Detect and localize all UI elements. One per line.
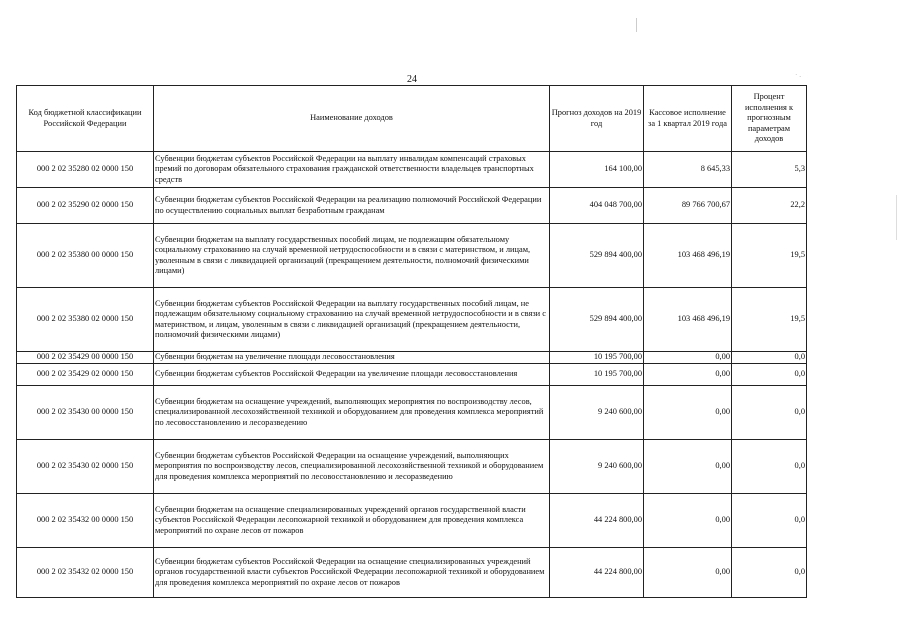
header-cash-execution: Кассовое исполнение за 1 квартал 2019 года — [644, 86, 732, 152]
row-name-cell: Субвенции бюджетам на оснащение учреждений, выполняющих мероприятия по воспроизводству лесов, специализированной лесохозяйственной техникой и оборудованием для проведения комплекса мероприятий по лесовосстановлению и лесоразведению — [154, 386, 550, 440]
row-name-cell: Субвенции бюджетам на выплату государственных пособий лицам, не подлежащим обязательному социальному страхованию на случай временной нетрудоспособности и в связи с материнством, и лицам, уволенным в связи с ликвидацией организаций (прекращением деятельности, полномочий физическими лицами) — [154, 224, 550, 288]
row-name-cell: Субвенции бюджетам субъектов Российской Федерации на увеличение площади лесовосстановления — [154, 364, 550, 386]
row-forecast-cell: 529 894 400,00 — [550, 288, 644, 352]
header-code: Код бюджетной классификации Российской Федерации — [17, 86, 154, 152]
row-percent-cell: 5,3 — [732, 152, 807, 188]
table-row — [17, 352, 807, 364]
row-code-cell: 000 2 02 35432 02 0000 150 — [17, 548, 154, 598]
row-cash-cell: 89 766 700,67 — [644, 188, 732, 224]
row-forecast-cell: 44 224 800,00 — [550, 548, 644, 598]
scan-mark: ˙ ᐧ — [795, 73, 801, 81]
row-forecast-cell: 404 048 700,00 — [550, 188, 644, 224]
row-code-cell: 000 2 02 35380 00 0000 150 — [17, 224, 154, 288]
page-number: 24 — [407, 74, 417, 85]
table-row — [17, 548, 807, 598]
table-row — [17, 494, 807, 548]
row-code-cell: 000 2 02 35429 00 0000 150 — [17, 352, 154, 364]
row-percent-cell: 0,0 — [732, 494, 807, 548]
row-cash-cell: 0,00 — [644, 494, 732, 548]
row-name-cell: Субвенции бюджетам субъектов Российской Федерации на выплату инвалидам компенсаций страховых премий по договорам обязательного страхования гражданской ответственности владельцев транспортных средств — [154, 152, 550, 188]
row-forecast-cell: 529 894 400,00 — [550, 224, 644, 288]
row-name-cell: Субвенции бюджетам на оснащение специализированных учреждений органов государственной власти субъектов Российской Федерации лесопожарной техникой и оборудованием для проведения комплекса мероприятий по охране лесов от пожаров — [154, 494, 550, 548]
table-row — [17, 440, 807, 494]
row-forecast-cell: 10 195 700,00 — [550, 364, 644, 386]
row-name-cell: Субвенции бюджетам субъектов Российской Федерации на оснащение специализированных учреждений органов государственной власти субъектов Российской Федерации лесопожарной техникой и оборудованием для проведения комплекса мероприятий по охране лесов от пожаров — [154, 548, 550, 598]
row-name-cell: Субвенции бюджетам на увеличение площади лесовосстановления — [154, 352, 550, 364]
scan-mark — [636, 18, 641, 32]
row-name-cell: Субвенции бюджетам субъектов Российской Федерации на выплату государственных пособий лицам, не подлежащим обязательному социальному страхованию на случай временной нетрудоспособности и в связи с материнством, и лицам, уволенным в связи с ликвидацией организаций (прекращением деятельности, полномочий физическими лицами) — [154, 288, 550, 352]
row-percent-cell: 0,0 — [732, 386, 807, 440]
row-forecast-cell: 10 195 700,00 — [550, 352, 644, 364]
table-row — [17, 188, 807, 224]
table-row — [17, 386, 807, 440]
row-percent-cell: 0,0 — [732, 440, 807, 494]
table-row — [17, 224, 807, 288]
row-percent-cell: 19,5 — [732, 224, 807, 288]
table-header-row — [17, 86, 807, 152]
header-name: Наименование доходов — [154, 86, 550, 152]
row-percent-cell: 0,0 — [732, 548, 807, 598]
row-code-cell: 000 2 02 35380 02 0000 150 — [17, 288, 154, 352]
row-code-cell: 000 2 02 35432 00 0000 150 — [17, 494, 154, 548]
row-code-cell: 000 2 02 35430 00 0000 150 — [17, 386, 154, 440]
header-percent: Процент исполнения к прогнозным параметрам доходов — [732, 86, 807, 152]
row-cash-cell: 0,00 — [644, 548, 732, 598]
table-row — [17, 364, 807, 386]
budget-revenue-table — [16, 85, 807, 598]
row-percent-cell: 22,2 — [732, 188, 807, 224]
row-code-cell: 000 2 02 35290 02 0000 150 — [17, 188, 154, 224]
table-row — [17, 288, 807, 352]
row-percent-cell: 0,0 — [732, 364, 807, 386]
table-row — [17, 152, 807, 188]
row-name-cell: Субвенции бюджетам субъектов Российской Федерации на оснащение учреждений, выполняющих мероприятия по воспроизводству лесов, специализированной лесохозяйственной техникой и оборудованием для проведения комплекса мероприятий по лесовосстановлению и лесоразведению — [154, 440, 550, 494]
row-forecast-cell: 9 240 600,00 — [550, 386, 644, 440]
row-forecast-cell: 164 100,00 — [550, 152, 644, 188]
row-percent-cell: 19,5 — [732, 288, 807, 352]
row-cash-cell: 0,00 — [644, 364, 732, 386]
row-cash-cell: 103 468 496,19 — [644, 288, 732, 352]
scan-mark — [896, 195, 900, 240]
header-forecast: Прогноз доходов на 2019 год — [550, 86, 644, 152]
row-cash-cell: 103 468 496,19 — [644, 224, 732, 288]
table-body — [17, 152, 807, 598]
row-code-cell: 000 2 02 35430 02 0000 150 — [17, 440, 154, 494]
row-percent-cell: 0,0 — [732, 352, 807, 364]
row-name-cell: Субвенции бюджетам субъектов Российской Федерации на реализацию полномочий Российской Федерации по осуществлению социальных выплат безработным гражданам — [154, 188, 550, 224]
row-code-cell: 000 2 02 35280 02 0000 150 — [17, 152, 154, 188]
row-cash-cell: 0,00 — [644, 386, 732, 440]
row-code-cell: 000 2 02 35429 02 0000 150 — [17, 364, 154, 386]
row-cash-cell: 0,00 — [644, 352, 732, 364]
row-forecast-cell: 44 224 800,00 — [550, 494, 644, 548]
row-cash-cell: 0,00 — [644, 440, 732, 494]
row-forecast-cell: 9 240 600,00 — [550, 440, 644, 494]
row-cash-cell: 8 645,33 — [644, 152, 732, 188]
